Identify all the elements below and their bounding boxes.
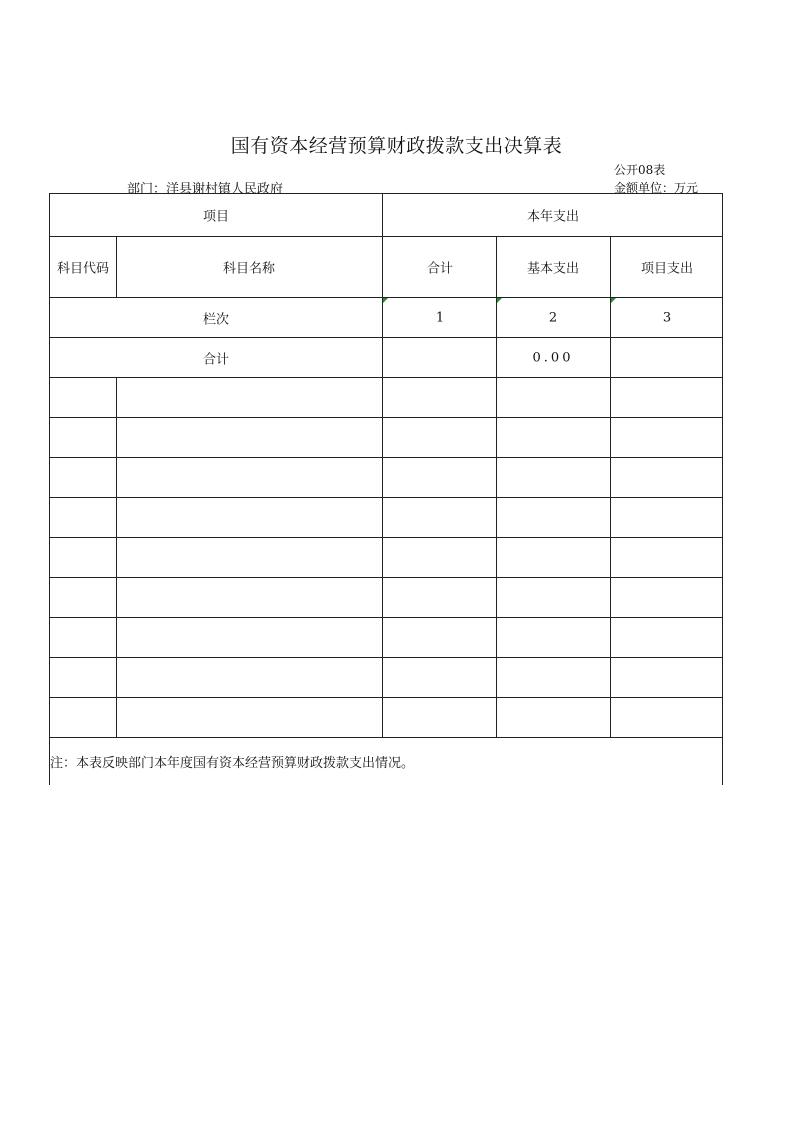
amount-unit-label: 金额单位：万元 — [614, 181, 699, 195]
header-current-year: 本年支出 — [526, 209, 580, 225]
column-subject-name: 科目名称 — [222, 261, 276, 277]
page-title: 国有资本经营预算财政拨款支出决算表 — [230, 135, 563, 157]
column-basic-expenditure: 基本支出 — [526, 261, 580, 277]
department-label: 部门：洋县谢村镇人民政府 — [127, 182, 284, 197]
column-total: 合计 — [426, 261, 454, 277]
table-footnote: 注：本表反映部门本年度国有资本经营预算财政拨款支出情况。 — [50, 756, 415, 771]
column-project-expenditure: 项目支出 — [640, 261, 694, 277]
cell-marker — [497, 298, 502, 303]
row-index-label: 栏次 — [202, 312, 230, 328]
header-item: 项目 — [202, 209, 230, 225]
form-number: 公开08表 — [614, 163, 666, 177]
index-col-2: 2 — [548, 310, 558, 326]
total-basic-value: 0.00 — [532, 350, 574, 366]
index-col-1: 1 — [435, 310, 445, 326]
cell-marker — [611, 298, 616, 303]
column-subject-code: 科目代码 — [56, 261, 110, 277]
index-col-3: 3 — [662, 310, 672, 326]
cell-marker — [383, 298, 388, 303]
total-row-label: 合计 — [202, 352, 230, 368]
